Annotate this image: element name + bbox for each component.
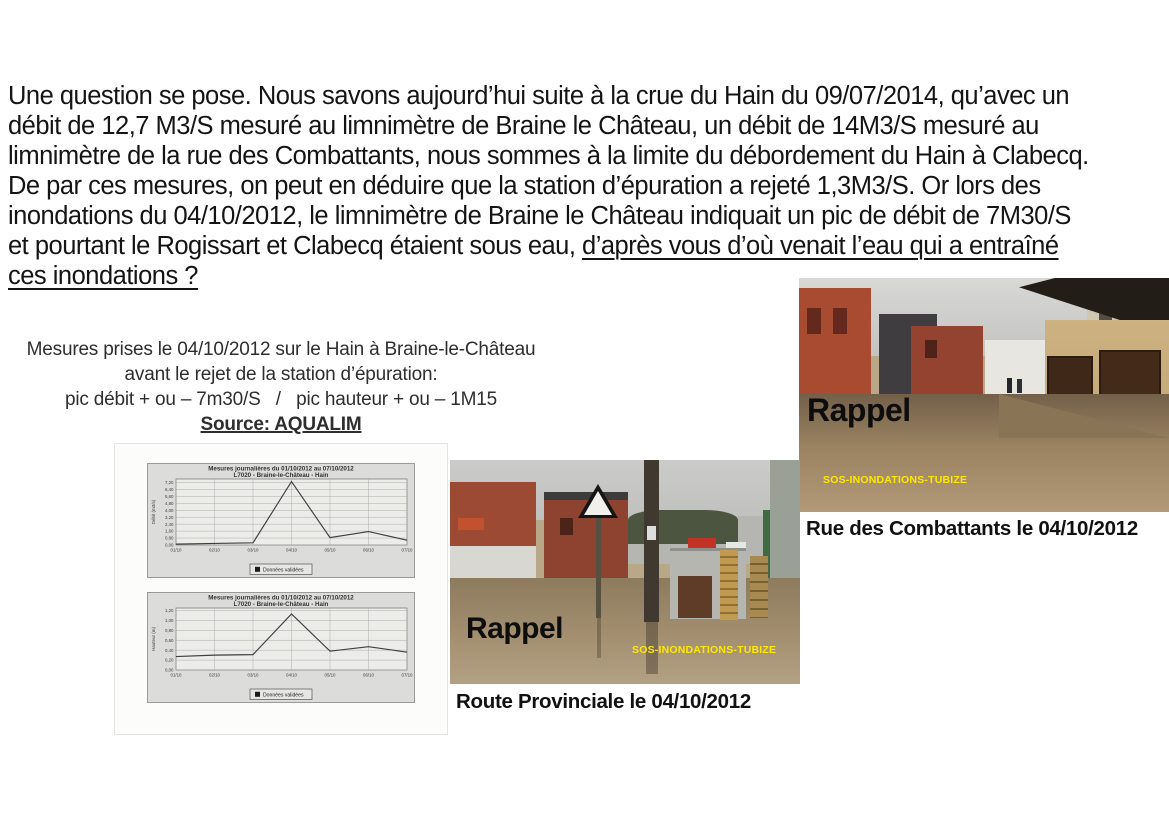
paragraph-line xyxy=(8,111,1168,141)
svg-text:Données validées: Données validées xyxy=(263,567,304,574)
measures-line3: pic débit + ou – 7m30/S / pic hauteur + ou – 1M15 xyxy=(65,389,497,410)
svg-text:06/10: 06/10 xyxy=(363,547,374,553)
svg-text:04/10: 04/10 xyxy=(286,547,297,553)
svg-text:02/10: 02/10 xyxy=(209,672,220,678)
svg-text:05/10: 05/10 xyxy=(324,672,336,678)
svg-text:Débit (m3/s): Débit (m3/s) xyxy=(151,499,156,525)
svg-text:1,20: 1,20 xyxy=(164,608,174,614)
paragraph-text: De par ces mesures, on peut en déduire que la station d’épuration a rejeté 1,3M3/S. Or lors des xyxy=(8,172,1041,200)
hauteur-line-chart xyxy=(147,592,415,703)
shopfront xyxy=(450,546,536,582)
sos-inondations-tubize-watermark: SOS-INONDATIONS-TUBIZE xyxy=(823,474,968,486)
paragraph-line xyxy=(8,141,1168,171)
svg-text:02/10: 02/10 xyxy=(209,547,220,553)
svg-text:0,80: 0,80 xyxy=(164,535,174,541)
pole-notice xyxy=(647,526,656,540)
svg-text:05/10: 05/10 xyxy=(324,547,336,553)
svg-text:Mesures journalières du 01/10/: Mesures journalières du 01/10/2012 au 07/10/2012 xyxy=(208,594,354,602)
svg-text:Mesures journalières du 01/10/: Mesures journalières du 01/10/2012 au 07/10/2012 xyxy=(208,465,354,473)
svg-text:01/10: 01/10 xyxy=(170,547,182,553)
paragraph-line xyxy=(8,171,1168,201)
svg-text:0,00: 0,00 xyxy=(164,542,174,548)
photo-rue-des-combattants xyxy=(799,278,1169,512)
svg-text:L7020 - Braine-le-Château - Ha: L7020 - Braine-le-Château - Hain xyxy=(233,601,329,608)
sos-inondations-tubize-watermark: SOS-INONDATIONS-TUBIZE xyxy=(632,644,777,656)
svg-text:03/10: 03/10 xyxy=(247,547,259,553)
brick-house xyxy=(911,326,983,398)
utility-pole xyxy=(644,460,659,622)
debit-line-chart xyxy=(147,463,415,578)
paragraph-text: limnimètre de la rue des Combattants, nous sommes à la limite du débordement du Hain à Clabecq. xyxy=(8,142,1089,170)
caption-rue-des-combattants: Rue des Combattants le 04/10/2012 xyxy=(806,517,1138,540)
paragraph-text: inondations du 04/10/2012, le limnimètre de Braine le Château indiquait un pic de débit de 7M30/S xyxy=(8,202,1071,230)
aqualim-charts-scan xyxy=(114,443,448,735)
svg-text:Données validées: Données validées xyxy=(263,692,304,699)
svg-text:0,60: 0,60 xyxy=(164,637,174,643)
svg-text:07/10: 07/10 xyxy=(401,672,413,678)
rappel-overlay-label: Rappel xyxy=(466,612,564,645)
underlined-question-text: d’après vous d’où venait l’eau qui a entraîné xyxy=(582,232,1059,260)
paragraph-line xyxy=(8,201,1168,231)
cabinet-panel xyxy=(678,576,712,618)
svg-text:01/10: 01/10 xyxy=(170,672,182,678)
svg-text:7,20: 7,20 xyxy=(164,480,174,486)
measures-note xyxy=(5,337,557,437)
paragraph-text: débit de 12,7 M3/S mesuré au limnimètre de Braine le Château, un débit de 14M3/S mesuré au xyxy=(8,112,1039,140)
svg-text:04/10: 04/10 xyxy=(286,672,297,678)
svg-text:2,40: 2,40 xyxy=(164,521,174,527)
rappel-overlay-label: Rappel xyxy=(807,392,911,428)
red-awning xyxy=(458,518,484,530)
svg-text:06/10: 06/10 xyxy=(363,672,374,678)
question-paragraph xyxy=(8,81,1168,291)
underlined-question-text: ces inondations ? xyxy=(8,262,198,290)
house-window xyxy=(925,340,937,358)
svg-text:1,00: 1,00 xyxy=(164,618,174,623)
svg-text:0,20: 0,20 xyxy=(164,657,174,663)
paragraph-text: Une question se pose. Nous savons aujourd’hui suite à la crue du Hain du 09/07/2014, qu’avec un xyxy=(8,82,1070,110)
svg-text:L7020 - Braine-le-Château - Ha: L7020 - Braine-le-Château - Hain xyxy=(233,472,329,479)
measures-line2: avant le rejet de la station d’épuration: xyxy=(124,364,438,385)
house-window xyxy=(833,308,847,334)
svg-text:0,00: 0,00 xyxy=(164,667,174,673)
paragraph-line xyxy=(8,231,1168,261)
svg-text:0,80: 0,80 xyxy=(164,627,174,633)
photo-route-provinciale xyxy=(450,460,800,684)
house-window xyxy=(807,308,821,334)
measures-line1: Mesures prises le 04/10/2012 sur le Hain à Braine-le-Château xyxy=(26,339,536,360)
svg-text:4,80: 4,80 xyxy=(164,500,174,506)
sign-pole xyxy=(596,518,601,618)
svg-text:3,20: 3,20 xyxy=(164,514,174,520)
pole-reflection xyxy=(597,618,601,658)
building-window xyxy=(560,518,573,535)
svg-text:1,60: 1,60 xyxy=(164,528,174,534)
svg-text:Hauteur (m): Hauteur (m) xyxy=(151,626,156,652)
source-aqualim-label: Source: AQUALIM xyxy=(200,414,362,435)
svg-text:6,40: 6,40 xyxy=(164,487,174,493)
wooden-pallet xyxy=(720,550,738,620)
svg-text:4,00: 4,00 xyxy=(164,507,174,513)
paragraph-line xyxy=(8,81,1168,111)
svg-text:07/10: 07/10 xyxy=(401,547,413,553)
red-brick-house xyxy=(799,288,871,398)
svg-text:03/10: 03/10 xyxy=(247,672,259,678)
svg-text:0,40: 0,40 xyxy=(164,647,174,653)
svg-text:5,60: 5,60 xyxy=(164,493,174,499)
person-silhouette xyxy=(1017,379,1022,393)
person-silhouette xyxy=(1007,378,1012,393)
wooden-ladder xyxy=(750,556,768,618)
caption-route-provinciale: Route Provinciale le 04/10/2012 xyxy=(456,690,751,713)
paragraph-text: et pourtant le Rogissart et Clabecq étaient sous eau, xyxy=(8,232,583,260)
